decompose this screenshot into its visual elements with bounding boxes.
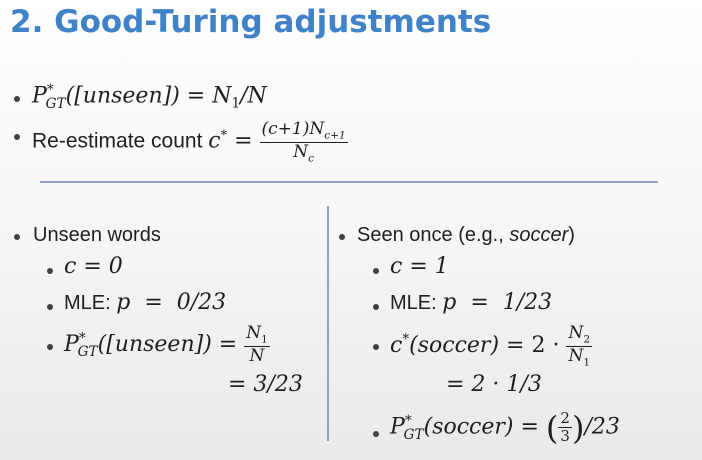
pgt-unseen-formula: $P^*_{GT}([unseen]) = N_1/N$ bbox=[32, 82, 267, 112]
reestimate-formula: Re-estimate count c* = $\frac{(c+1)N_{c+1}}{N_c}$ bbox=[32, 119, 346, 164]
right-cstar-formula: c*(soccer) = 2 · $\frac{N_2}{N_1}$ bbox=[390, 323, 591, 368]
vertical-divider bbox=[327, 206, 329, 441]
left-mle: MLE: p = 0/23 bbox=[64, 290, 227, 315]
page-title: 2. Good-Turing adjustments bbox=[10, 4, 492, 40]
reestimate-fraction: $\frac{(c+1)N_{c+1}}{N_c}$ bbox=[261, 119, 346, 164]
bullet bbox=[373, 268, 379, 274]
right-pgt-formula: $P^*_{GT}(soccer)$ = ( $\frac{2}{3}$ )/23 bbox=[390, 408, 620, 447]
bullet bbox=[14, 234, 20, 240]
bullet bbox=[47, 268, 53, 274]
right-c-line: c = 1 bbox=[390, 254, 449, 279]
right-result: = 2 · 1/3 bbox=[446, 372, 542, 397]
bullet bbox=[47, 344, 53, 350]
bullet bbox=[47, 304, 53, 310]
right-mle: MLE: p = 1/23 bbox=[390, 290, 553, 315]
left-pgt-formula: $P^*_{GT}([unseen])$ = $\frac{N_1}{N}$ bbox=[64, 323, 268, 366]
bullet bbox=[373, 304, 379, 310]
bullet bbox=[14, 96, 20, 102]
bullet bbox=[373, 431, 379, 437]
bullet bbox=[373, 344, 379, 350]
horizontal-divider bbox=[40, 181, 658, 183]
bullet bbox=[14, 134, 20, 140]
right-heading: Seen once (e.g., soccer) bbox=[357, 224, 575, 246]
left-heading: Unseen words bbox=[33, 224, 161, 246]
left-c-line: c = 0 bbox=[64, 254, 123, 279]
left-result: = 3/23 bbox=[228, 372, 303, 397]
bullet bbox=[339, 234, 345, 240]
